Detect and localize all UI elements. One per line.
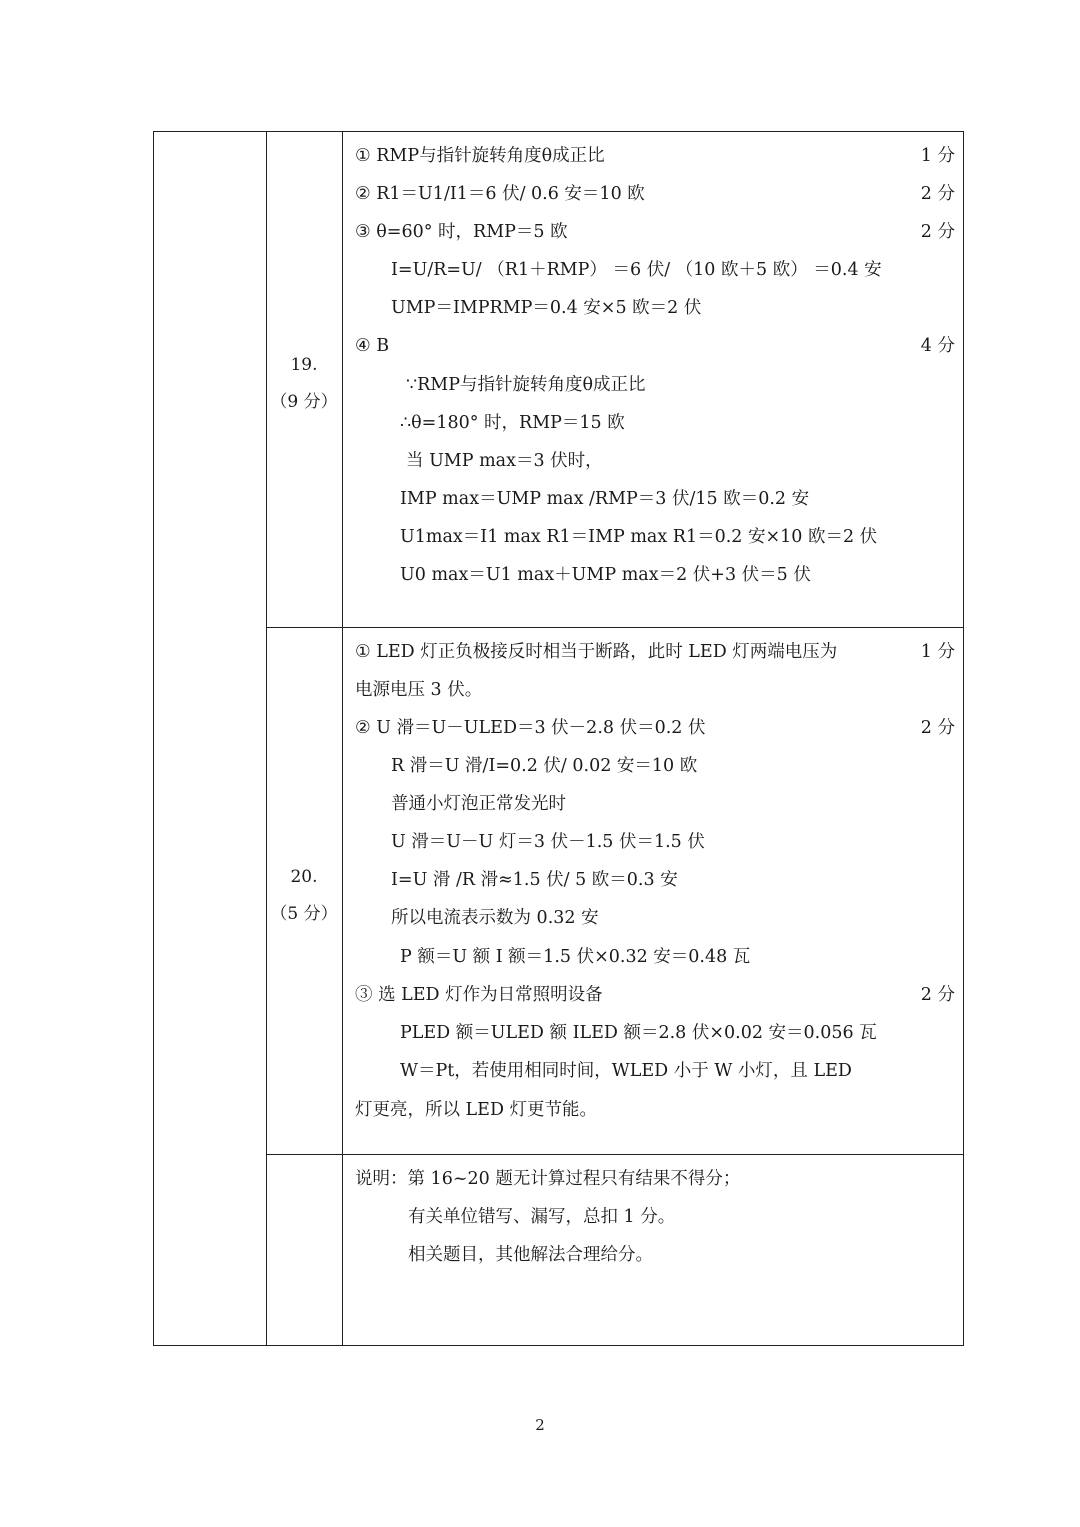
q20-line-8: 所以电流表示数为 0.32 安 bbox=[391, 908, 599, 928]
q19-line-12: U0 max＝U1 max＋UMP max＝2 伏+3 伏＝5 伏 bbox=[400, 565, 811, 585]
question-20-points: （5 分） bbox=[270, 904, 338, 924]
q19-line-4: I=U/R=U/ （R1＋RMP） ＝6 伏/ （10 欧＋5 欧） ＝0.4 安 bbox=[391, 260, 882, 280]
q19-line-3: ③ θ=60° 时，RMP＝5 欧 bbox=[355, 222, 568, 242]
q20-line-12: W＝Pt，若使用相同时间，WLED 小于 W 小灯，且 LED bbox=[400, 1061, 852, 1081]
q19-score-3: 2 分 bbox=[920, 222, 955, 242]
table-left-border bbox=[153, 131, 154, 1346]
q20-line-5: 普通小灯泡正常发光时 bbox=[391, 794, 566, 814]
q20-score-1: 1 分 bbox=[920, 642, 955, 662]
q20-line-1: ① LED 灯正负极接反时相当于断路，此时 LED 灯两端电压为 bbox=[355, 642, 838, 662]
q20-line-11: PLED 额＝ULED 额 ILED 额＝2.8 伏×0.02 安＝0.056 瓦 bbox=[400, 1023, 877, 1043]
q20-score-3: 2 分 bbox=[920, 985, 955, 1005]
q20-line-13: 灯更亮，所以 LED 灯更节能。 bbox=[355, 1100, 598, 1120]
table-column-divider-1 bbox=[266, 131, 267, 1346]
q20-line-2: 电源电压 3 伏。 bbox=[355, 680, 483, 700]
q19-line-5: UMP＝IMPRMP＝0.4 安×5 欧＝2 伏 bbox=[391, 298, 702, 318]
q20-line-9: P 额＝U 额 I 额＝1.5 伏×0.32 安＝0.48 瓦 bbox=[400, 947, 751, 967]
q19-line-7: ∵RMP与指针旋转角度θ成正比 bbox=[406, 375, 646, 395]
notes-line-2: 有关单位错写、漏写，总扣 1 分。 bbox=[408, 1207, 676, 1227]
notes-line-3: 相关题目，其他解法合理给分。 bbox=[408, 1245, 653, 1265]
q19-line-6: ④ B bbox=[355, 336, 390, 356]
table-top-border bbox=[153, 131, 964, 132]
notes-line-1: 说明：第 16~20 题无计算过程只有结果不得分； bbox=[355, 1169, 741, 1189]
row-divider-20-notes bbox=[266, 1154, 964, 1155]
table-bottom-border bbox=[153, 1345, 964, 1346]
q19-line-10: IMP max＝UMP max /RMP＝3 伏/15 欧＝0.2 安 bbox=[400, 489, 810, 509]
q19-line-9: 当 UMP max＝3 伏时， bbox=[406, 451, 603, 471]
q19-score-4: 4 分 bbox=[920, 336, 955, 356]
q20-line-6: U 滑＝U－U 灯＝3 伏－1.5 伏＝1.5 伏 bbox=[391, 832, 705, 852]
q20-line-3: ② U 滑＝U－ULED＝3 伏－2.8 伏＝0.2 伏 bbox=[355, 718, 706, 738]
row-divider-19-20 bbox=[266, 627, 964, 628]
table-column-divider-2 bbox=[342, 131, 343, 1346]
question-20-number: 20. bbox=[290, 867, 318, 887]
table-right-border bbox=[963, 131, 964, 1346]
q20-line-10: ③ 选 LED 灯作为日常照明设备 bbox=[355, 985, 603, 1005]
q19-score-1: 1 分 bbox=[920, 146, 955, 166]
q19-line-11: U1max＝I1 max R1＝IMP max R1＝0.2 安×10 欧＝2 伏 bbox=[400, 527, 878, 547]
q19-line-2: ② R1＝U1/I1＝6 伏/ 0.6 安＝10 欧 bbox=[355, 184, 645, 204]
q20-line-4: R 滑＝U 滑/I=0.2 伏/ 0.02 安＝10 欧 bbox=[391, 756, 698, 776]
q19-score-2: 2 分 bbox=[920, 184, 955, 204]
q19-line-1: ① RMP与指针旋转角度θ成正比 bbox=[355, 146, 605, 166]
question-19-number: 19. bbox=[290, 355, 318, 375]
page-number: 2 bbox=[535, 1416, 545, 1434]
q19-line-8: ∴θ=180° 时，RMP＝15 欧 bbox=[400, 413, 625, 433]
q20-score-2: 2 分 bbox=[920, 718, 955, 738]
q20-line-7: I=U 滑 /R 滑≈1.5 伏/ 5 欧＝0.3 安 bbox=[391, 870, 678, 890]
question-19-points: （9 分） bbox=[270, 392, 338, 412]
